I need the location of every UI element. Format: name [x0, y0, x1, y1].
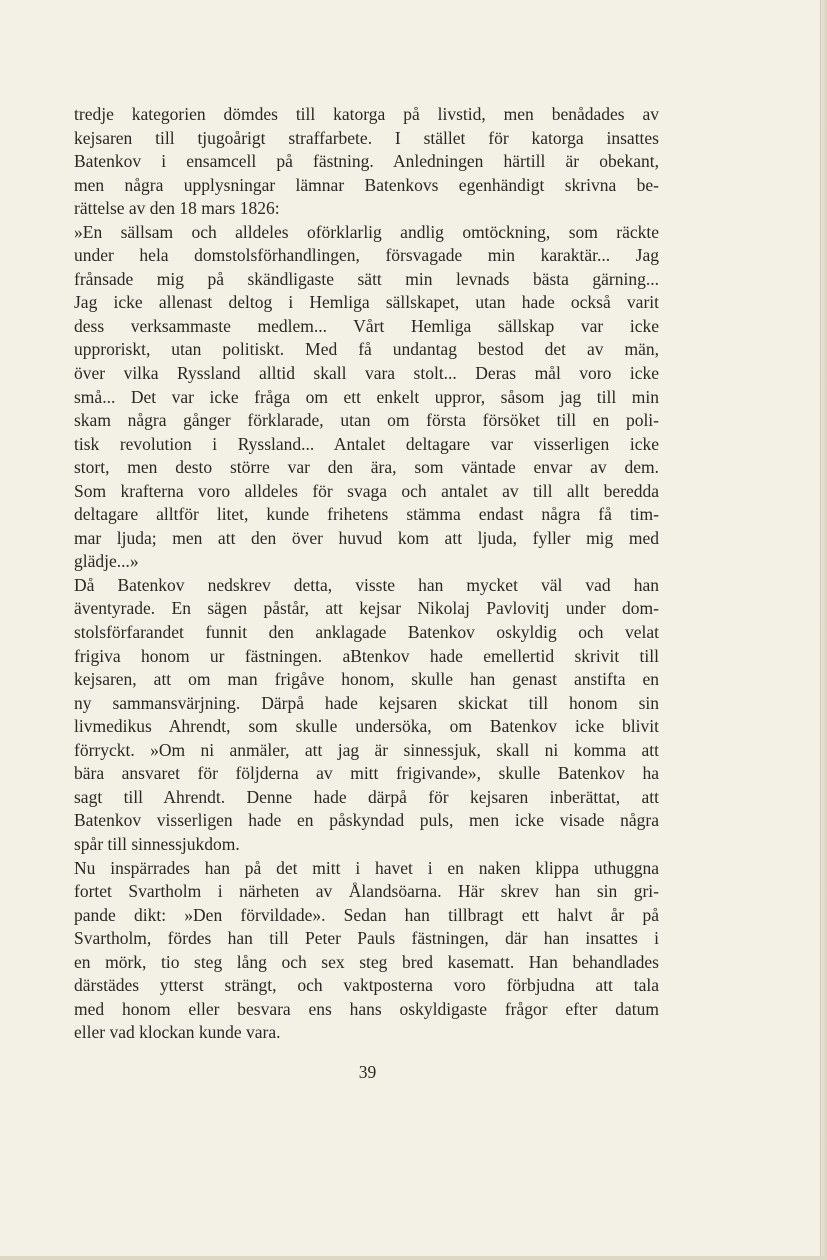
text-line: förryckt. »Om ni anmäler, att jag är sinnessjuk, skall ni komma att — [74, 739, 659, 760]
text-line: stort, men desto större var den ära, som väntade envar av dem. — [74, 457, 659, 478]
text-line: stolsförfarandet funnit den anklagade Batenkov oskyldig och velat — [74, 622, 659, 643]
text-line: över vilka Ryssland alltid skall vara stolt... Deras mål voro icke — [74, 363, 659, 384]
text-line: »En sällsam och alldeles oförklarlig andlig omtöckning, som räckte — [74, 221, 659, 242]
text-line: äventyrade. En sägen påstår, att kejsar Nikolaj Pavlovitj under dom- — [74, 598, 659, 619]
text-line: fortet Svartholm i närheten av Ålandsöarna. Här skrev han sin gri- — [74, 881, 659, 902]
text-line: med honom eller besvara ens hans oskyldigaste frågor efter datum — [74, 998, 659, 1019]
text-line: ny sammansvärjning. Därpå hade kejsaren skickat till honom sin — [74, 692, 659, 713]
page-edge — [820, 0, 827, 1260]
text-line: upproriskt, utan politiskt. Med få undantag bestod det av män, — [74, 339, 659, 360]
text-line: dess verksammaste medlem... Vårt Hemliga sällskap var icke — [74, 315, 659, 336]
text-line: Som krafterna voro alldeles för svaga och antalet av till allt beredda — [74, 480, 659, 501]
text-line: Batenkov visserligen hade en påskyndad puls, men icke visade några — [74, 810, 659, 831]
text-line: tredje kategorien dömdes till katorga på livstid, men benådades av — [74, 104, 659, 124]
text-line: livmedikus Ahrendt, som skulle undersöka, om Batenkov icke blivit — [74, 716, 659, 737]
text-line: frigiva honom ur fästningen. aBtenkov hade emellertid skrivit till — [74, 645, 659, 666]
text-line: bära ansvaret för följderna av mitt frigivande», skulle Batenkov ha — [74, 763, 659, 784]
text-line: skam några gånger förklarade, utan om första försöket till en poli- — [74, 410, 659, 431]
text-line: men några upplysningar lämnar Batenkovs egenhändigt skrivna be- — [74, 174, 659, 195]
text-line: små... Det var icke fråga om ett enkelt uppror, såsom jag till min — [74, 386, 659, 407]
text-line: under hela domstolsförhandlingen, försvagade min karaktär... Jag — [74, 245, 659, 266]
text-line: glädje...» — [74, 551, 139, 572]
text-line: en mörk, tio steg lång och sex steg bred kasematt. Han behandlades — [74, 951, 659, 972]
text-line: Batenkov i ensamcell på fästning. Anledningen härtill är obekant, — [74, 151, 659, 172]
text-line: sagt till Ahrendt. Denne hade därpå för kejsaren inberättat, att — [74, 786, 659, 807]
text-line: Nu inspärrades han på det mitt i havet i en naken klippa uthuggna — [74, 857, 659, 878]
text-line: Jag icke allenast deltog i Hemliga sällskapet, utan hade också varit — [74, 292, 659, 313]
text-line: Svartholm, fördes han till Peter Pauls fästningen, där han insattes i — [74, 928, 659, 949]
text-line: därstädes ytterst strängt, och vaktposterna voro förbjudna att tala — [74, 975, 659, 996]
text-line: kejsaren till tjugoårigt straffarbete. I stället för katorga insattes — [74, 127, 659, 148]
text-line: deltagare alltför litet, kunde frihetens stämma endast några få tim- — [74, 504, 659, 525]
page-number: 39 — [358, 1062, 377, 1082]
text-line: mar ljuda; men att den över huvud kom att ljuda, fyller mig med — [74, 527, 659, 548]
page-bottom-edge — [0, 1256, 827, 1260]
text-line: frånsade mig på skändligaste sätt min levnads bästa gärning... — [74, 268, 659, 289]
text-line: spår till sinnessjukdom. — [74, 833, 240, 854]
text-line: rättelse av den 18 mars 1826: — [74, 198, 280, 219]
text-line: Då Batenkov nedskrev detta, visste han mycket väl vad han — [74, 574, 659, 595]
text-line: pande dikt: »Den förvildade». Sedan han tillbragt ett halvt år på — [74, 904, 659, 925]
text-line: kejsaren, att om man frigåve honom, skulle han genast anstifta en — [74, 669, 659, 690]
text-line: eller vad klockan kunde vara. — [74, 1022, 281, 1043]
body-text — [74, 103, 659, 1045]
text-line: tisk revolution i Ryssland... Antalet deltagare var visserligen icke — [74, 433, 659, 454]
